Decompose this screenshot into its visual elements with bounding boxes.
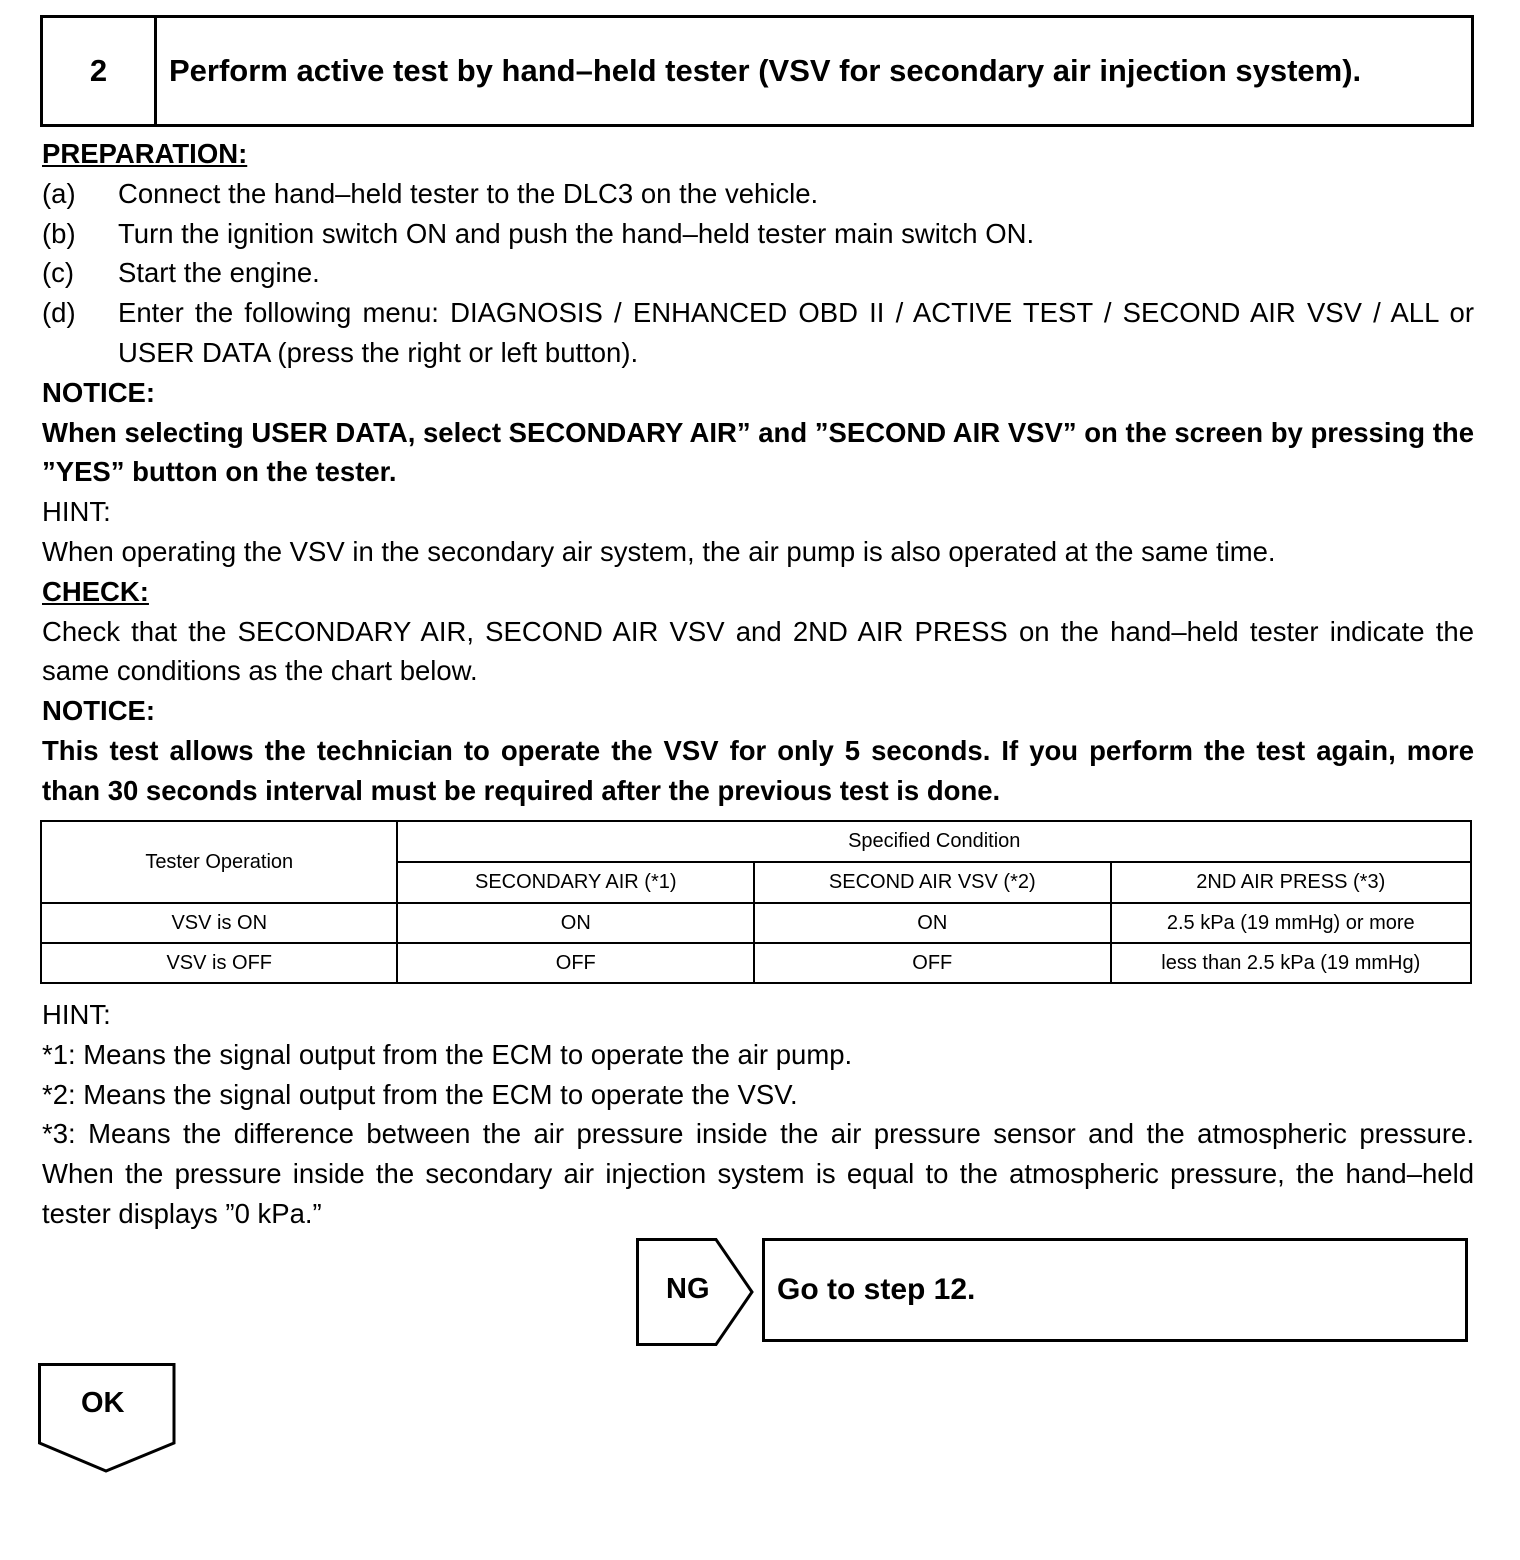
list-text: Enter the following menu: DIAGNOSIS / ENHANCED OBD II / ACTIVE TEST / SECOND AIR VSV / ALL or USER DATA (press the right or left button). xyxy=(118,297,1474,368)
list-item xyxy=(42,174,1474,214)
ok-label: OK xyxy=(81,1387,125,1419)
step-header xyxy=(40,15,1474,127)
notice-text: This test allows the technician to operate the VSV for only 5 seconds. If you perform the test again, more than 30 seconds interval must be required after the previous test is done. xyxy=(42,734,1474,806)
ng-action-text: Go to step 12. xyxy=(777,1273,976,1306)
footnote-hints xyxy=(42,995,1474,1234)
footnote: *3: Means the difference between the air pressure inside the air pressure sensor and the atmospheric pressure. When the pressure inside the secondary air injection system is equal to the atmospheric pressure, the hand–held tester displays ”0 kPa.” xyxy=(42,1118,1474,1229)
notice-label: NOTICE: xyxy=(42,376,156,408)
table-cell: OFF xyxy=(754,943,1110,983)
list-text: Start the engine. xyxy=(118,257,320,289)
table-cell: ON xyxy=(754,903,1110,943)
table-header-tester-operation: Tester Operation xyxy=(41,821,397,903)
table-header-2nd-air-press: 2ND AIR PRESS (*3) xyxy=(1111,862,1471,903)
check-heading: CHECK: xyxy=(42,575,149,607)
list-item xyxy=(42,253,1474,293)
ng-label: NG xyxy=(666,1273,710,1305)
ok-branch xyxy=(38,1363,178,1480)
step-title: Perform active test by hand–held tester (VSV for secondary air injection system). xyxy=(169,53,1362,88)
table-header-row xyxy=(41,821,1471,862)
hint-label: HINT: xyxy=(42,496,111,528)
step-number: 2 xyxy=(43,18,157,124)
hint-label: HINT: xyxy=(42,999,111,1030)
preparation-heading: PREPARATION: xyxy=(42,138,248,169)
list-text: Connect the hand–held tester to the DLC3 on the vehicle. xyxy=(118,177,819,209)
table-header-specified-condition: Specified Condition xyxy=(397,821,1471,862)
footnote: *1: Means the signal output from the ECM to operate the air pump. xyxy=(42,1038,853,1070)
list-item xyxy=(42,214,1474,254)
list-marker: (b) xyxy=(42,217,76,249)
procedure-content xyxy=(42,134,1474,811)
notice-text: When selecting USER DATA, select SECONDARY AIR” and ”SECOND AIR VSV” on the screen by pressing the ”YES” button on the tester. xyxy=(42,416,1474,488)
specified-condition-table xyxy=(40,820,1472,984)
ng-branch xyxy=(636,1238,758,1353)
ng-action-box xyxy=(762,1238,1468,1342)
table-cell: OFF xyxy=(397,943,754,983)
list-marker: (c) xyxy=(42,257,75,289)
table-row xyxy=(41,943,1471,983)
table-cell: VSV is OFF xyxy=(41,943,397,983)
notice-label: NOTICE: xyxy=(42,695,156,727)
check-text: Check that the SECONDARY AIR, SECOND AIR VSV and 2ND AIR PRESS on the hand–held tester indicate the same conditions as the chart below. xyxy=(42,615,1474,687)
table-header-second-air-vsv: SECOND AIR VSV (*2) xyxy=(754,862,1110,903)
list-text: Turn the ignition switch ON and push the hand–held tester main switch ON. xyxy=(118,217,1035,249)
list-marker: (a) xyxy=(42,177,76,209)
footnote: *2: Means the signal output from the ECM to operate the VSV. xyxy=(42,1078,798,1110)
table-header-secondary-air: SECONDARY AIR (*1) xyxy=(397,862,754,903)
table-cell: ON xyxy=(397,903,754,943)
table-row xyxy=(41,903,1471,943)
table-cell: less than 2.5 kPa (19 mmHg) xyxy=(1111,943,1471,983)
list-marker: (d) xyxy=(42,297,76,329)
hint-text: When operating the VSV in the secondary air system, the air pump is also operated at the same time. xyxy=(42,535,1276,567)
table-cell: 2.5 kPa (19 mmHg) or more xyxy=(1111,903,1471,943)
table-cell: VSV is ON xyxy=(41,903,397,943)
list-item xyxy=(42,293,1474,373)
